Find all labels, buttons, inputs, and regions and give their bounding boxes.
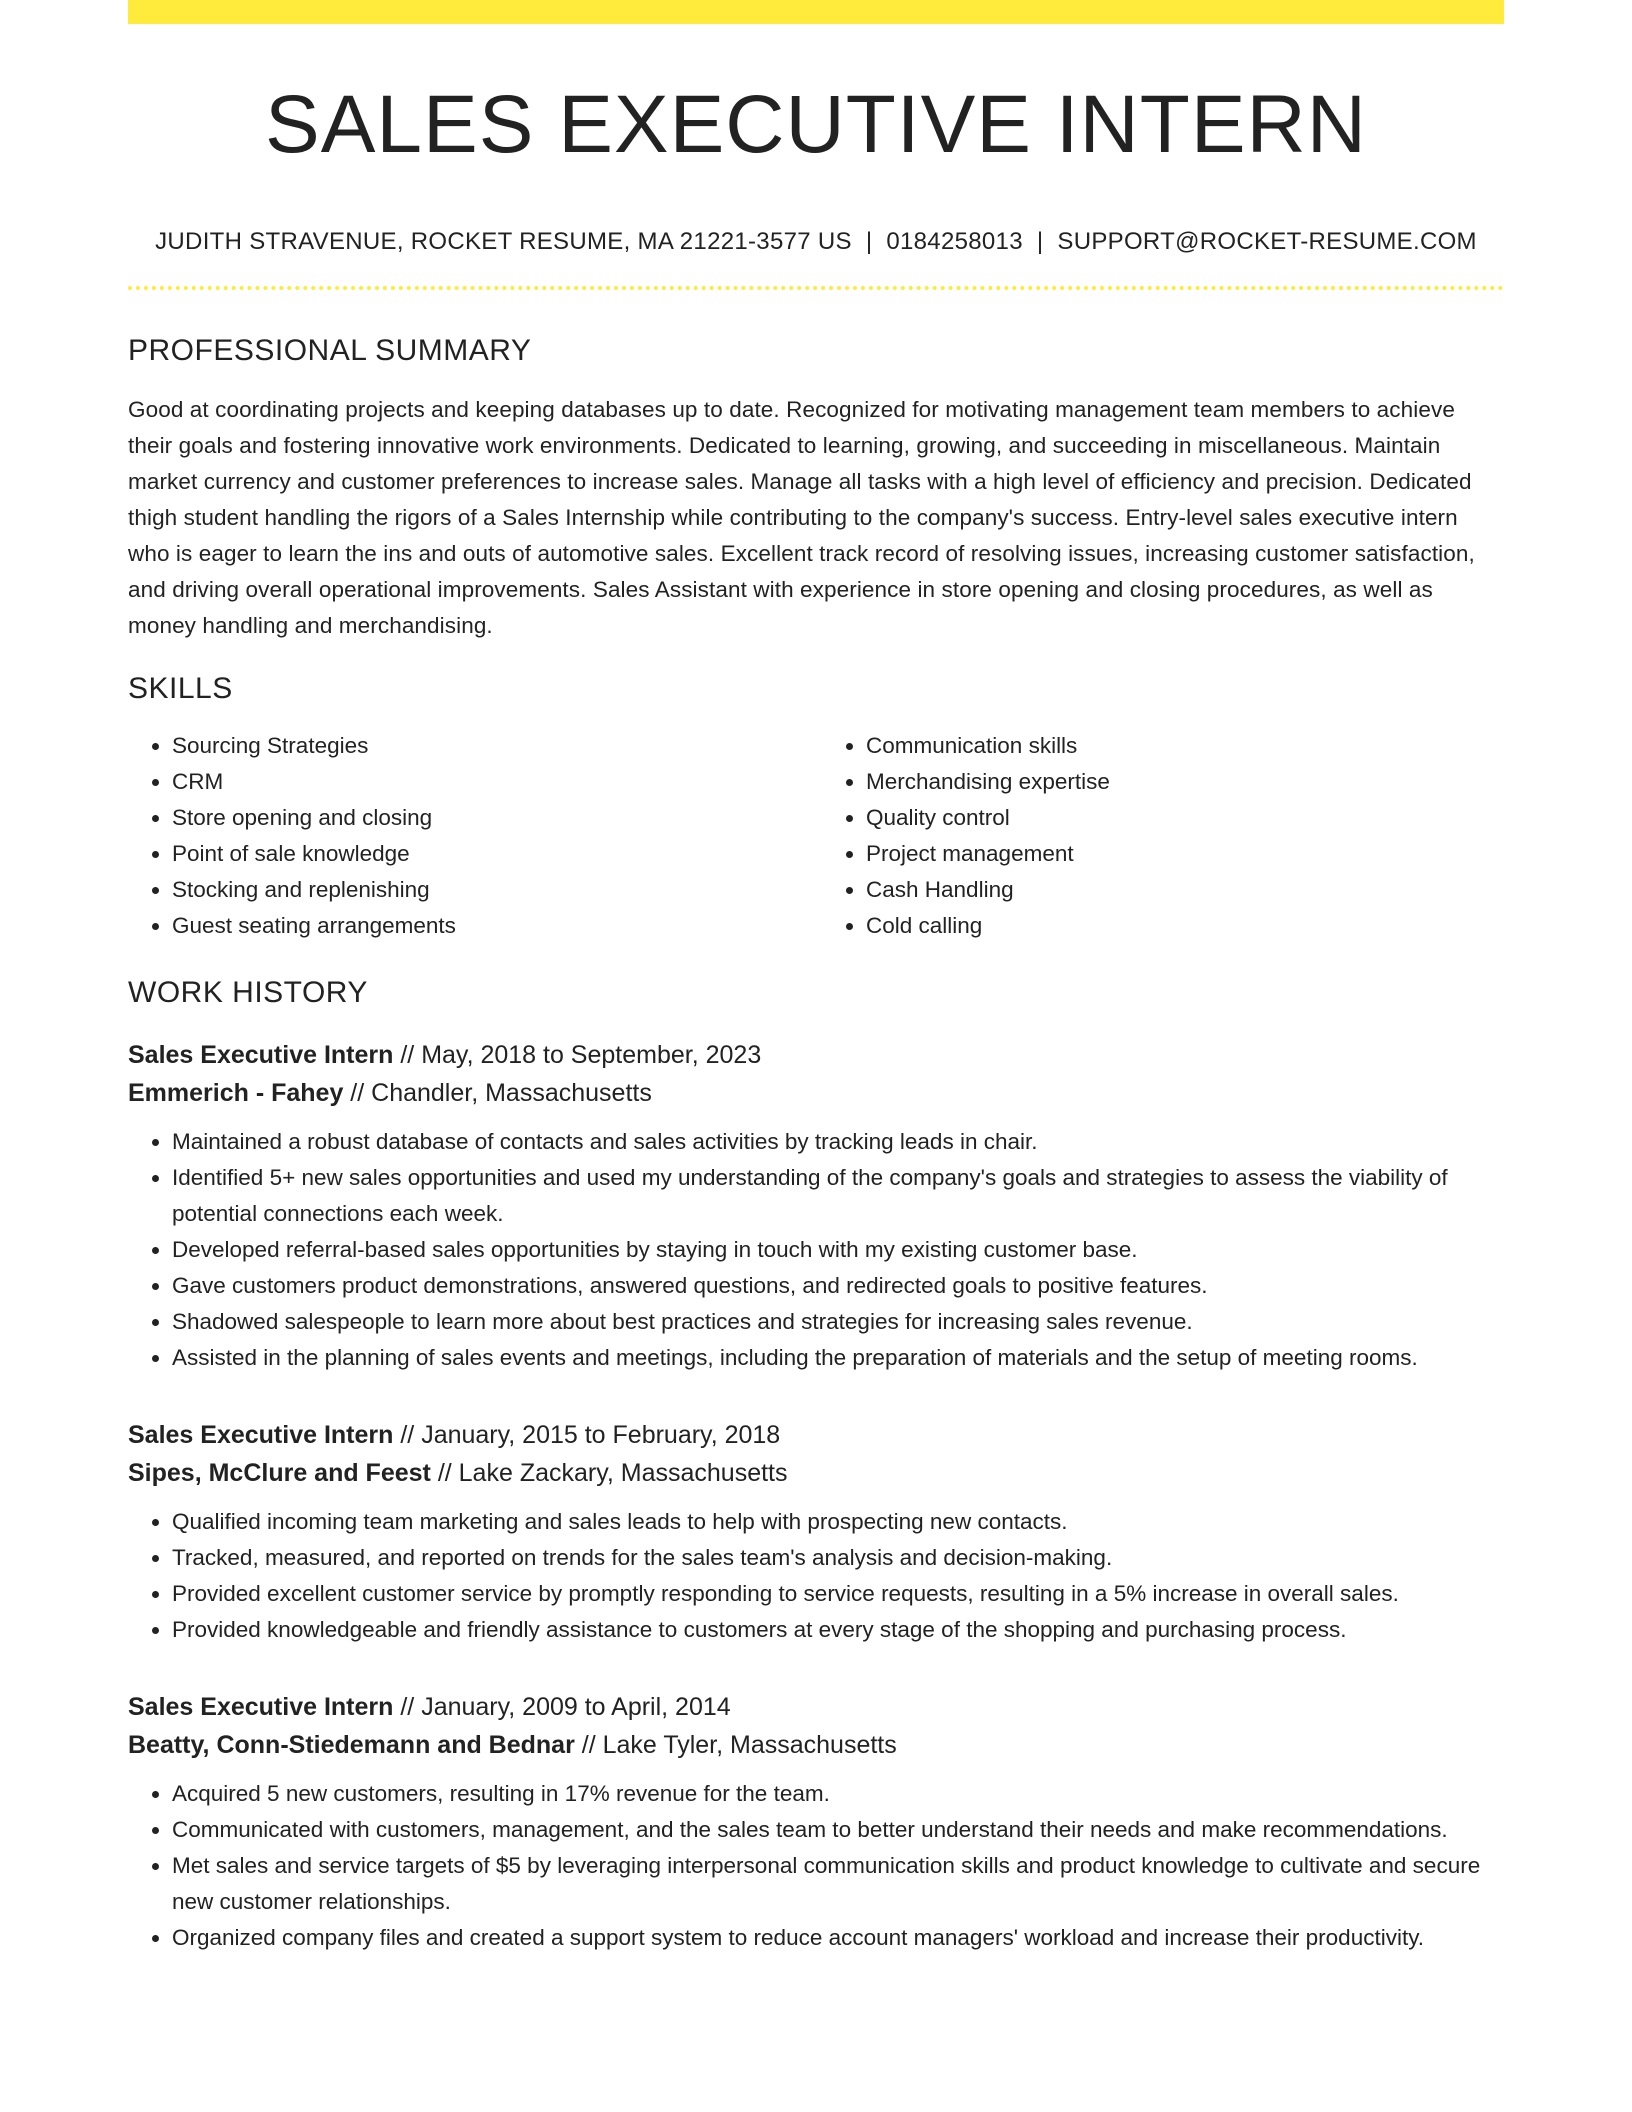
job-bullet: • Maintained a robust database of contacts and sales activities by tracking leads in chair.	[172, 1124, 1504, 1160]
job-bullet: • Qualified incoming team marketing and sales leads to help with prospecting new contacts.	[172, 1504, 1504, 1540]
skill-item: • Quality control	[866, 800, 1504, 836]
job-bullet: • Assisted in the planning of sales events and meetings, including the preparation of materials and the setup of meeting rooms.	[172, 1340, 1504, 1376]
job-bullets	[128, 1776, 1504, 1956]
job-location: // Chandler, Massachusetts	[343, 1079, 652, 1107]
job-dates: // January, 2009 to April, 2014	[393, 1693, 731, 1721]
skill-item: • Cold calling	[866, 908, 1504, 944]
job-bullet: • Gave customers product demonstrations, answered questions, and redirected goals to positive features.	[172, 1268, 1504, 1304]
skill-item: • Communication skills	[866, 728, 1504, 764]
job-title: Sales Executive Intern	[128, 1693, 394, 1721]
job-bullet: • Acquired 5 new customers, resulting in 17% revenue for the team.	[172, 1776, 1504, 1812]
skills-list	[128, 728, 1504, 944]
summary-text: Good at coordinating projects and keeping databases up to date. Recognized for motivating management team members to achieve their goals and fostering innovative work environments. Dedicated to learning, growing, and succeeding in miscellaneous. Maintain market currency and customer preferences to increase sales. Manage all tasks with a high level of efficiency and precision. Dedicated thigh student handling the rigors of a Sales Internship while contributing to the company's success. Entry-level sales executive intern who is eager to learn the ins and outs of automotive sales. Excellent track record of resolving issues, increasing customer satisfaction, and driving overall operational improvements. Sales Assistant with experience in store opening and closing procedures, as well as money handling and merchandising.	[128, 397, 1475, 638]
contact-line	[128, 228, 1504, 256]
job-title-line	[128, 1416, 1504, 1454]
job-title: Sales Executive Intern	[128, 1421, 394, 1449]
job-bullets	[128, 1504, 1504, 1648]
contact-phone: 0184258013	[886, 228, 1023, 255]
job-bullet: • Tracked, measured, and reported on trends for the sales team's analysis and decision-making.	[172, 1540, 1504, 1576]
job-bullet: • Provided knowledgeable and friendly assistance to customers at every stage of the shopping and purchasing process.	[172, 1612, 1504, 1648]
job-company-line	[128, 1074, 1504, 1112]
job-bullet: • Developed referral-based sales opportunities by staying in touch with my existing customer base.	[172, 1232, 1504, 1268]
contact-address: JUDITH STRAVENUE, ROCKET RESUME, MA 21221-3577 US	[155, 228, 852, 255]
skills-column-left	[128, 728, 816, 944]
job-bullet: • Identified 5+ new sales opportunities and used my understanding of the company's goals and strategies to assess the viability of potential connections each week.	[172, 1160, 1504, 1232]
dotted-divider	[128, 286, 1504, 290]
contact-separator: |	[865, 228, 873, 255]
skill-item: • Project management	[866, 836, 1504, 872]
job-title-line	[128, 1036, 1504, 1074]
job-bullet: • Organized company files and created a support system to reduce account managers' workload and increase their productivity.	[172, 1920, 1504, 1956]
job-location: // Lake Zackary, Massachusetts	[430, 1459, 788, 1487]
job-bullets	[128, 1124, 1504, 1376]
resume-title: SALES EXECUTIVE INTERN	[265, 79, 1367, 170]
skill-item: • Cash Handling	[866, 872, 1504, 908]
skills-column-right	[816, 728, 1504, 944]
summary-heading: PROFESSIONAL SUMMARY	[128, 334, 532, 367]
job-bullet: • Provided excellent customer service by promptly responding to service requests, resulting in a 5% increase in overall sales.	[172, 1576, 1504, 1612]
job-dates: // January, 2015 to February, 2018	[393, 1421, 781, 1449]
job-bullet: • Met sales and service targets of $5 by leveraging interpersonal communication skills and product knowledge to cultivate and secure new customer relationships.	[172, 1848, 1504, 1920]
job-title: Sales Executive Intern	[128, 1041, 394, 1069]
skill-item: • Point of sale knowledge	[172, 836, 816, 872]
skills-heading: SKILLS	[128, 672, 233, 705]
job-header	[128, 1036, 1504, 1112]
job-header	[128, 1688, 1504, 1764]
job-dates: // May, 2018 to September, 2023	[393, 1041, 762, 1069]
job-location: // Lake Tyler, Massachusetts	[574, 1731, 897, 1759]
skill-item: • CRM	[172, 764, 816, 800]
job-bullet: • Communicated with customers, management, and the sales team to better understand their needs and make recommendations.	[172, 1812, 1504, 1848]
skill-item: • Merchandising expertise	[866, 764, 1504, 800]
job-entry	[128, 1036, 1504, 1376]
job-company: Emmerich - Fahey	[128, 1079, 344, 1107]
work-history-heading: WORK HISTORY	[128, 976, 368, 1009]
job-entry	[128, 1416, 1504, 1648]
skill-item: • Stocking and replenishing	[172, 872, 816, 908]
contact-email: SUPPORT@ROCKET-RESUME.COM	[1057, 228, 1477, 255]
skill-item: • Guest seating arrangements	[172, 908, 816, 944]
contact-separator: |	[1036, 228, 1044, 255]
job-bullet: • Shadowed salespeople to learn more about best practices and strategies for increasing sales revenue.	[172, 1304, 1504, 1340]
skill-item: • Store opening and closing	[172, 800, 816, 836]
job-company-line	[128, 1726, 1504, 1764]
job-header	[128, 1416, 1504, 1492]
job-entry	[128, 1688, 1504, 1956]
job-title-line	[128, 1688, 1504, 1726]
job-company: Sipes, McClure and Feest	[128, 1459, 431, 1487]
job-company: Beatty, Conn-Stiedemann and Bednar	[128, 1731, 575, 1759]
resume-page	[128, 0, 1504, 1956]
accent-bar	[128, 0, 1504, 24]
job-company-line	[128, 1454, 1504, 1492]
skill-item: • Sourcing Strategies	[172, 728, 816, 764]
